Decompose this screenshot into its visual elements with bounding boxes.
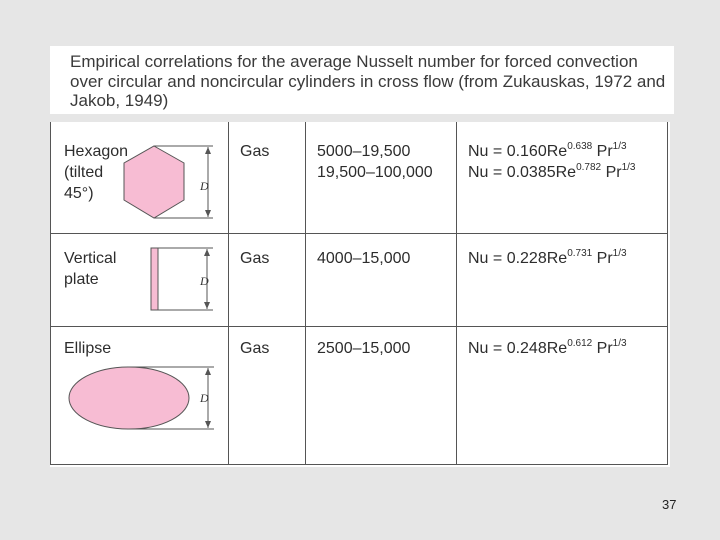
pr-exponent: 1/3 [621,162,636,173]
pr-exponent: 1/3 [612,338,627,349]
formula-lhs: Nu = 0.248Re [468,340,568,357]
row-divider [50,233,668,234]
nusselt-formula [468,338,627,361]
table-border-bottom [50,464,668,465]
re-range: 5000–19,500 [317,143,411,160]
dimension-label: D [200,391,209,405]
formula-pr: Pr [605,164,622,181]
re-exponent: 0.612 [567,338,593,349]
table-border-right [667,122,668,465]
formula-pr: Pr [596,143,613,160]
ellipse-shape [69,367,189,429]
re-exponent: 0.638 [567,141,593,152]
nusselt-formula [468,141,627,164]
caption-box [50,46,674,114]
re-range: 2500–15,000 [317,340,411,357]
formula-lhs: Nu = 0.228Re [468,250,568,267]
vertical-plate-icon [145,242,220,322]
row-divider [50,326,668,327]
fluid-label: Gas [240,340,270,357]
correlation-table [50,122,670,467]
formula-pr: Pr [596,340,613,357]
column-divider [305,122,306,465]
formula-lhs: Nu = 0.160Re [468,143,568,160]
re-range: 4000–15,000 [317,250,411,267]
dimension-label: D [200,274,209,288]
geometry-label: Vertical plate [64,250,117,288]
plate-shape [151,248,158,310]
hexagon-shape [124,146,184,218]
table-caption: Empirical correlations for the average Nusselt number for forced convection over circular and noncircular cylinders in cross flow (from Zukauskas, 1972 and Jakob, 1949) [70,52,666,110]
formula-lhs: Nu = 0.0385Re [468,164,577,181]
pr-exponent: 1/3 [612,141,627,152]
column-divider [456,122,457,465]
ellipse-icon [64,362,224,437]
geometry-label: Ellipse [64,340,112,357]
re-exponent: 0.731 [567,248,593,259]
nusselt-formula [468,162,635,185]
fluid-label: Gas [240,250,270,267]
geometry-label: Hexagon (tilted 45°) [64,143,129,202]
re-exponent: 0.782 [576,162,602,173]
re-range: 19,500–100,000 [317,164,433,181]
dimension-label: D [200,179,209,193]
nusselt-formula [468,248,627,271]
fluid-label: Gas [240,143,270,160]
table-border-left [50,122,51,465]
page-number: 37 [662,497,677,512]
column-divider [228,122,229,465]
pr-exponent: 1/3 [612,248,627,259]
formula-pr: Pr [596,250,613,267]
hexagon-icon [118,138,218,228]
